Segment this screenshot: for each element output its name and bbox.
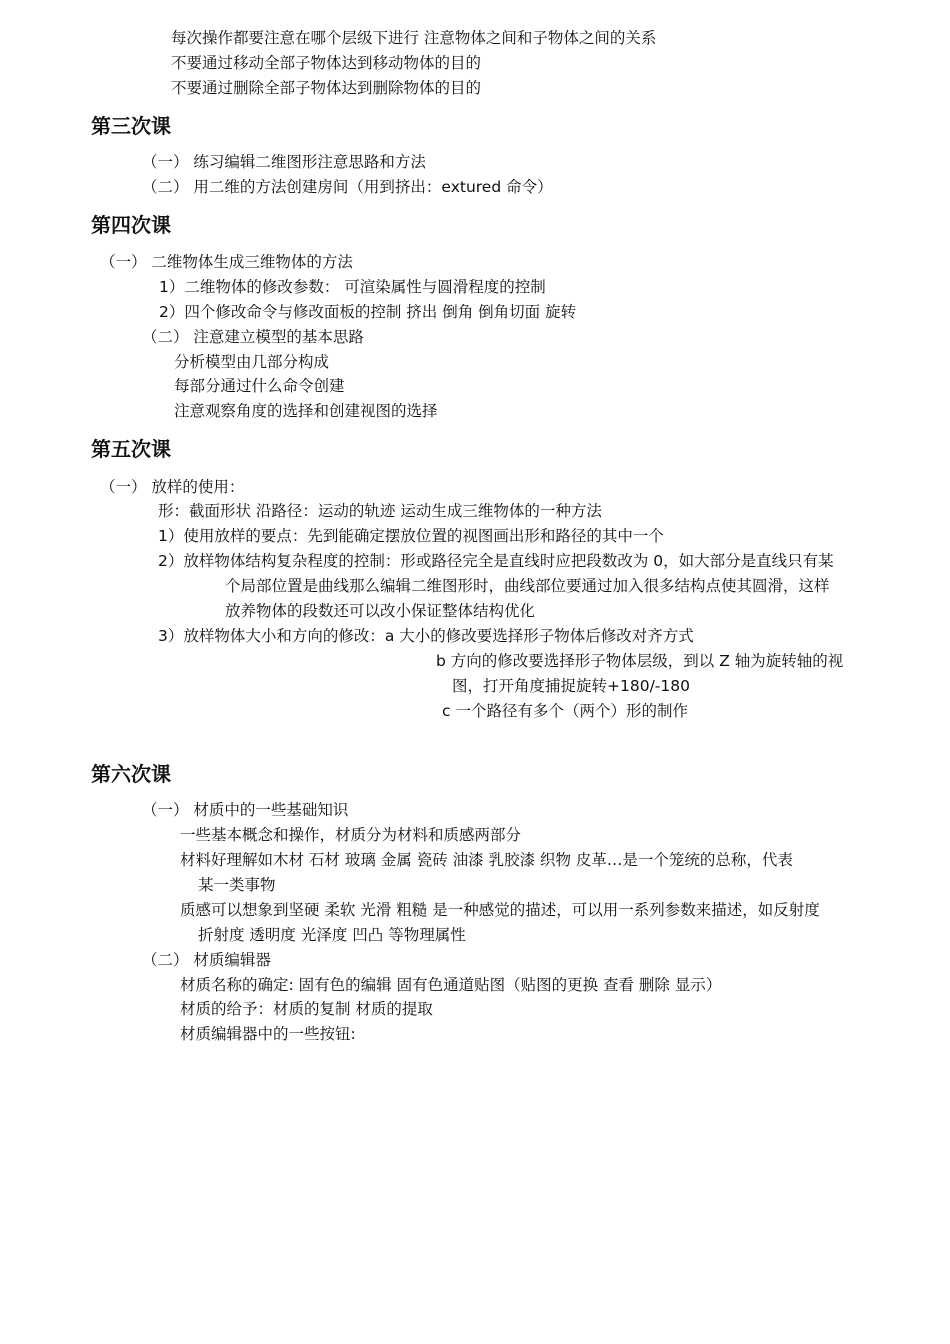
text-line: 个局部位置是曲线那么编辑二维图形时，曲线部位要通过加入很多结构点使其圆滑，这样 xyxy=(225,577,830,595)
text-line: 图，打开角度捕捉旋转+180/-180 xyxy=(452,677,690,695)
list-item: （一） 材质中的一些基础知识 xyxy=(142,801,349,819)
text-line: 分析模型由几部分构成 xyxy=(174,353,330,371)
list-item: （一） 练习编辑二维图形注意思路和方法 xyxy=(142,153,426,171)
text-line: 放养物体的段数还可以改小保证整体结构优化 xyxy=(225,602,536,620)
text-line: c 一个路径有多个（两个）形的制作 xyxy=(442,702,688,720)
sub-item: 1）二维物体的修改参数： 可渲染属性与圆滑程度的控制 xyxy=(159,278,546,296)
lesson-heading: 第四次课 xyxy=(91,213,171,237)
sub-item: 3）放样物体大小和方向的修改：a 大小的修改要选择形子物体后修改对齐方式 xyxy=(158,627,694,645)
sub-item: 2）四个修改命令与修改面板的控制 挤出 倒角 倒角切面 旋转 xyxy=(159,303,577,321)
intro-line: 每次操作都要注意在哪个层级下进行 注意物体之间和子物体之间的关系 xyxy=(171,29,657,47)
text-line: 某一类事物 xyxy=(198,876,276,894)
list-item: （二） 材质编辑器 xyxy=(142,951,271,969)
lesson-heading: 第三次课 xyxy=(91,114,171,138)
sub-item: 1）使用放样的要点：先到能确定摆放位置的视图画出形和路径的其中一个 xyxy=(158,527,664,545)
lesson-heading: 第五次课 xyxy=(91,437,171,461)
text-line: b 方向的修改要选择形子物体层级，到以 Z 轴为旋转轴的视 xyxy=(436,652,844,670)
text-line: 材料好理解如木材 石材 玻璃 金属 瓷砖 油漆 乳胶漆 织物 皮革…是一个笼统的总称，代表 xyxy=(180,851,793,869)
text-line: 注意观察角度的选择和创建视图的选择 xyxy=(174,402,438,420)
text-line: 每部分通过什么命令创建 xyxy=(174,377,345,395)
lesson-heading: 第六次课 xyxy=(91,762,171,786)
intro-line: 不要通过移动全部子物体达到移动物体的目的 xyxy=(171,54,482,72)
text-line: 材质编辑器中的一些按钮: xyxy=(180,1025,356,1043)
list-item: （二） 注意建立模型的基本思路 xyxy=(142,328,364,346)
text-line: 形：截面形状 沿路径：运动的轨迹 运动生成三维物体的一种方法 xyxy=(158,502,602,520)
sub-item: 2）放样物体结构复杂程度的控制：形或路径完全是直线时应把段数改为 0，如大部分是直线只有某 xyxy=(158,552,834,570)
list-item: （二） 用二维的方法创建房间（用到挤出：extured 命令） xyxy=(142,178,553,196)
text-line: 质感可以想象到坚硬 柔软 光滑 粗糙 是一种感觉的描述，可以用一系列参数来描述，如反射度 xyxy=(180,901,820,919)
intro-line: 不要通过删除全部子物体达到删除物体的目的 xyxy=(171,79,482,97)
text-line: 折射度 透明度 光泽度 凹凸 等物理属性 xyxy=(198,926,466,944)
list-item: （一） 二维物体生成三维物体的方法 xyxy=(100,253,353,271)
text-line: 一些基本概念和操作，材质分为材料和质感两部分 xyxy=(180,826,522,844)
text-line: 材质名称的确定: 固有色的编辑 固有色通道贴图（贴图的更换 查看 删除 显示） xyxy=(180,976,722,994)
text-line: 材质的给予：材质的复制 材质的提取 xyxy=(180,1000,433,1018)
list-item: （一） 放样的使用： xyxy=(100,478,245,496)
